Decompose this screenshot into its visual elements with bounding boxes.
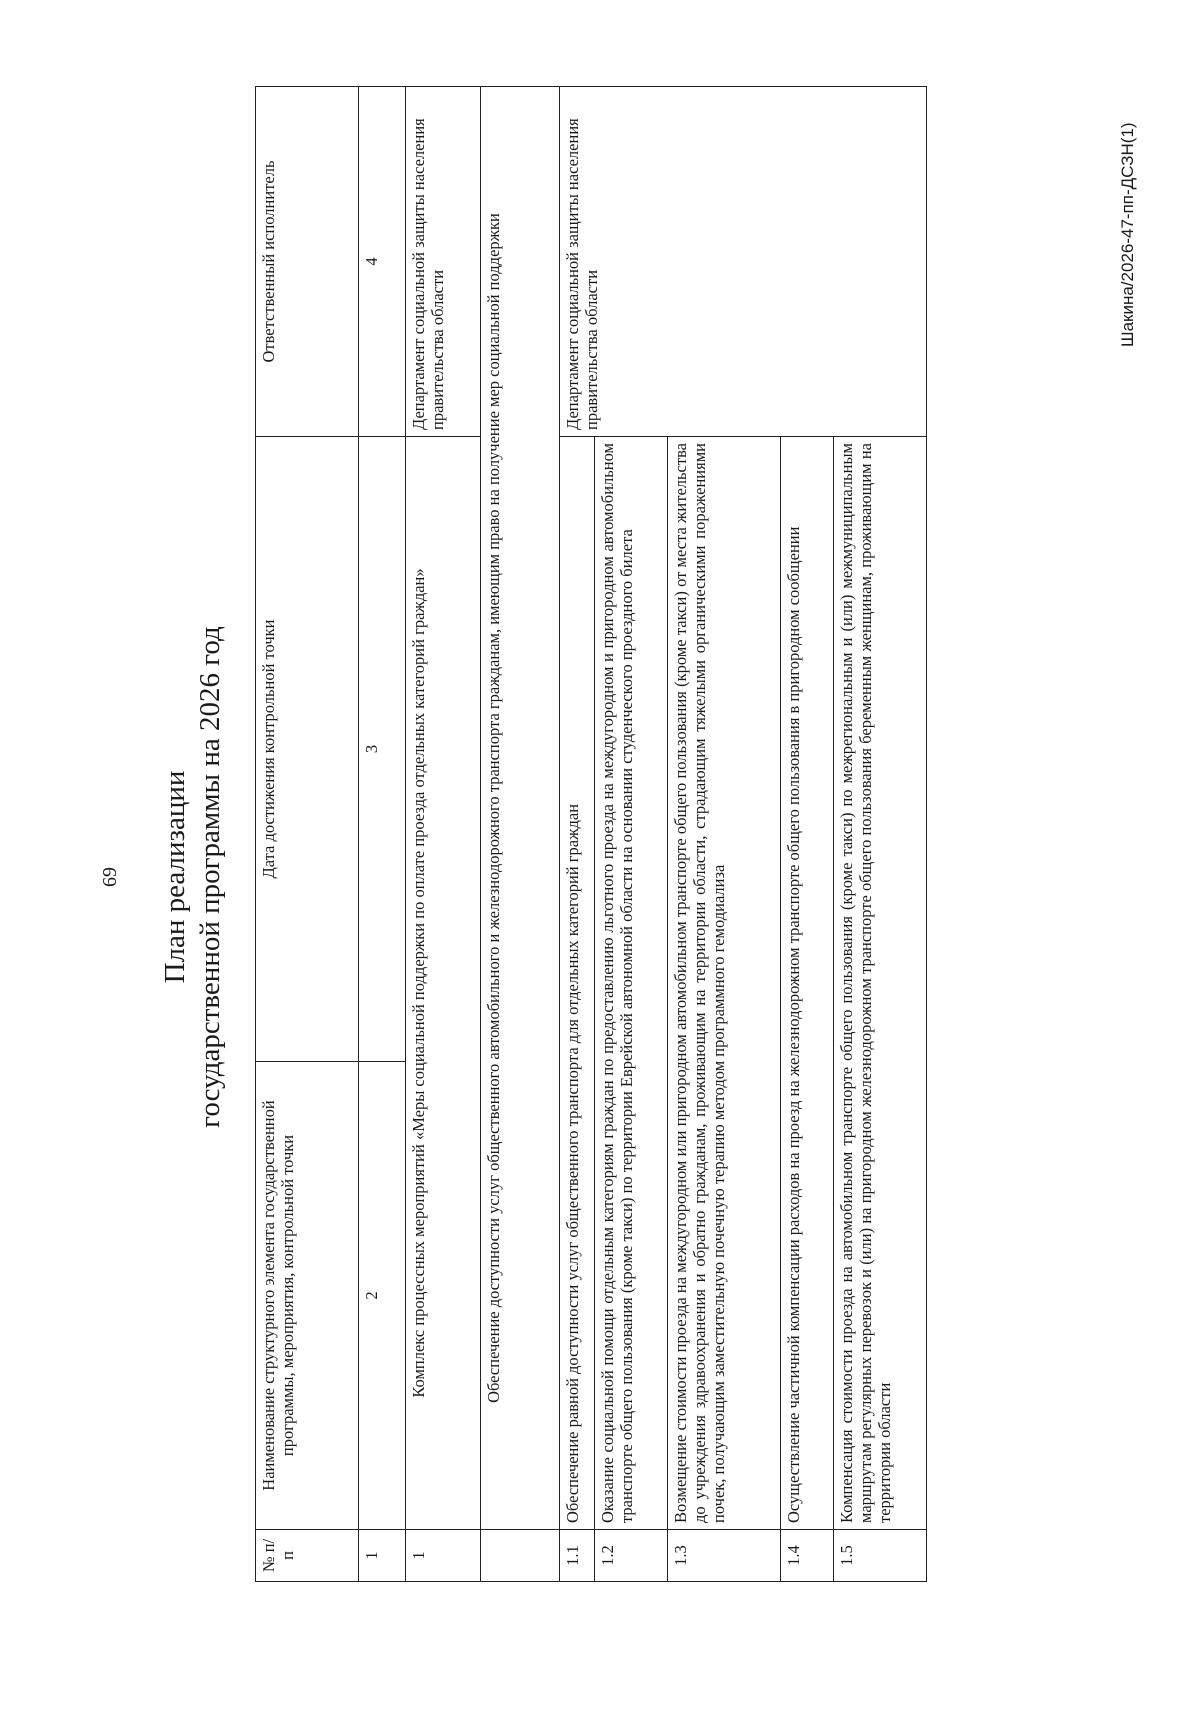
table-row [406, 87, 481, 1582]
col-number-2: 2 [359, 1062, 406, 1530]
header-name: Наименование структурного элемента государственной программы, мероприятия, контрольной точки [256, 1062, 359, 1530]
row-number: 1.4 [781, 1530, 834, 1582]
row-name: Возмещение стоимости проезда на междугородном или пригородном автомобильном транспорте общего пользования (кроме такси) от места жительства до учреждения здравоохранения и обратно гражданам, проживающим на территории области, страдающим тяжелыми органическими поражениями почек, получающим заместительную почечную терапию методом программного гемодиализа [668, 437, 781, 1530]
table-row [560, 87, 595, 1582]
row-name: Обеспечение равной доступности услуг общественного транспорта для отдельных категорий граждан [560, 437, 595, 1530]
row-name: Осуществление частичной компенсации расходов на проезд на железнодорожном транспорте общего пользования в пригородном сообщении [781, 437, 834, 1530]
section-title: Обеспечение доступности услуг общественного автомобильного и железнодорожного транспорта гражданам, имеющим право на получение мер социальной поддержки [481, 87, 560, 1530]
header-responsible: Ответственный исполнитель [256, 87, 359, 437]
row-number: 1.3 [668, 1530, 781, 1582]
row-number: 1.5 [834, 1530, 927, 1582]
col-number-3: 3 [359, 437, 406, 1062]
document-title [158, 37, 228, 1717]
col-number-1: 1 [359, 1530, 406, 1582]
title-line-2: государственной программы на 2026 год [194, 626, 226, 1128]
row-number: 1.2 [595, 1530, 668, 1582]
row-number: 1 [406, 1530, 481, 1582]
table-header-row [256, 87, 359, 1582]
row-number: 1.1 [560, 1530, 595, 1582]
row-name: Компенсация стоимости проезда на автомобильном транспорте общего пользования (кроме такси) по межрегиональным и (или) межмуниципальным маршрутам регулярных перевозок и (или) на пригородном железнодорожном транспорте общего пользования беременным женщинам, проживающим на территории области [834, 437, 927, 1530]
header-date: Дата достижения контрольной точки [256, 437, 359, 1062]
column-number-row [359, 87, 406, 1582]
section-row [481, 87, 560, 1582]
col-number-4: 4 [359, 87, 406, 437]
title-line-1: План реализации [159, 770, 191, 984]
header-no: № п/п [256, 1530, 359, 1582]
row-name: Оказание социальной помощи отдельным категориям граждан по предоставлению льготного проезда на междугородном и пригородном автомобильном транспорте общего пользования (кроме такси) по территории Еврейской автономной области на основании студенческого проездного билета [595, 437, 668, 1530]
page-number: 69 [99, 867, 121, 887]
row-name: Комплекс процессных мероприятий «Меры социальной поддержки по оплате проезда отдельных категорий граждан» [406, 437, 481, 1530]
document-code: Шакина/2026-47-пп-ДСЗН(1) [1118, 122, 1137, 347]
section-number [481, 1530, 560, 1582]
row-responsible: Департамент социальной защиты населения правительства области [560, 87, 927, 437]
row-responsible: Департамент социальной защиты населения правительства области [406, 87, 481, 437]
rotated-content [0, 37, 1200, 1717]
plan-table [255, 86, 927, 1582]
